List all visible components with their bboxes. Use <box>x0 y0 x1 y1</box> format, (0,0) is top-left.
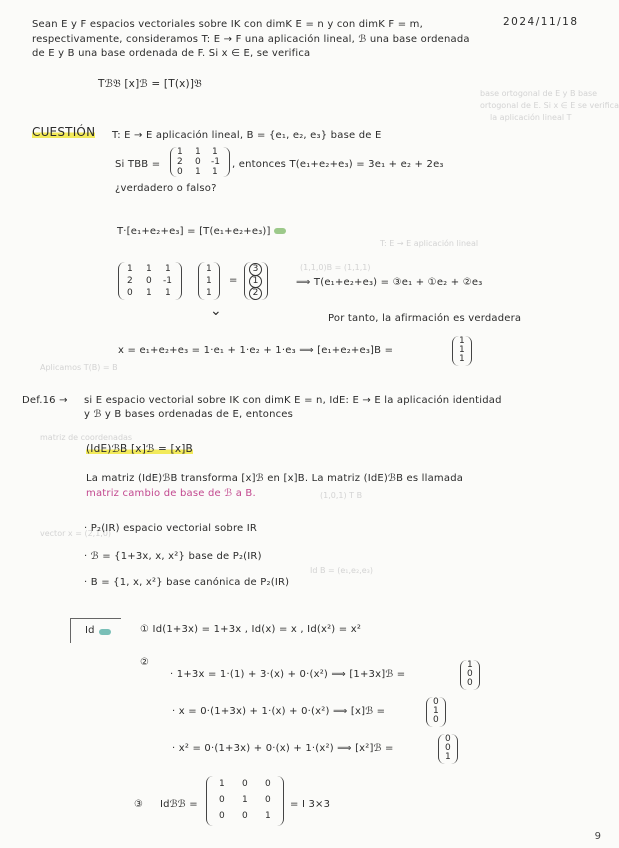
bullet-item: · P₂(IR) espacio vectorial sobre IR <box>84 523 258 534</box>
step-2a-vector: 1 0 0 <box>460 660 480 690</box>
step-3-result: = I 3×3 <box>290 799 331 810</box>
question-line: T: E → E aplicación lineal, B = {e₁, e₂, e₃} base de E <box>112 130 382 141</box>
definition-line: si E espacio vectorial sobre IK con dimK E = n, IdE: E → E la aplicación identidad <box>84 395 502 406</box>
work-result: 3 1 2 <box>244 262 268 300</box>
definition-formula: (IdE)ℬB [x]ℬ = [x]B <box>86 443 193 455</box>
ghost-text: (1,1,0)B = (1,1,1) <box>300 263 371 272</box>
identity-matrix: 1 0 0 0 1 0 0 0 1 <box>206 776 284 826</box>
bullet-item: · ℬ = {1+3x, x, x²} base de P₂(IR) <box>84 551 262 562</box>
work-matrix: 1 1 1 2 0 -1 0 1 1 <box>118 262 182 300</box>
ghost-text: ortogonal de E. Si x ∈ E se verifica <box>480 101 619 110</box>
intro-line: de E y B una base ordenada de F. Si x ∈ E, se verifica <box>32 48 311 59</box>
step-2c-vector: 0 0 1 <box>438 734 458 764</box>
question-then: , entonces T(e₁+e₂+e₃) = 3e₁ + e₂ + 2e₃ <box>232 159 444 170</box>
ghost-text: T: E → E aplicación lineal <box>380 239 479 248</box>
question-label: CUESTIÓN <box>32 125 96 139</box>
ghost-text: vector x = (2,1,0) <box>40 529 112 538</box>
step-3-label: Idℬℬ = <box>160 799 198 810</box>
question-si: Si TBB = <box>115 159 161 170</box>
ghost-text: (1,0,1) T B <box>320 491 363 500</box>
definition-pink-text: matriz cambio de base de ℬ a B. <box>86 488 256 499</box>
main-formula: Tℬ𝔅 [x]ℬ = [T(x)]𝔅 <box>98 78 202 90</box>
step-3-number: ③ <box>134 799 144 810</box>
ghost-text: Aplicamos T(B) = B <box>40 363 118 372</box>
intro-line: respectivamente, consideramos T: E → F una aplicación lineal, ℬ una base ordenada <box>32 34 470 45</box>
bullet-item: · B = {1, x, x²} base canónica de P₂(IR) <box>84 577 290 588</box>
ghost-text: base ortogonal de E y B base <box>480 89 598 98</box>
work-line: T·[e₁+e₂+e₃] = [T(e₁+e₂+e₃)] <box>117 225 286 238</box>
question-matrix: 1 1 1 2 0 -1 0 1 1 <box>170 147 230 177</box>
step-2b-vector: 0 1 0 <box>426 697 446 727</box>
x-vector: 1 1 1 <box>452 336 472 366</box>
question-ask: ¿verdadero o falso? <box>115 183 217 194</box>
definition-label: Def.16 → <box>22 395 68 406</box>
conclusion: Por tanto, la afirmación es verdadera <box>328 313 522 324</box>
step-1: ① Id(1+3x) = 1+3x , Id(x) = x , Id(x²) = x² <box>140 624 362 635</box>
highlight-mark <box>99 629 111 635</box>
step-2a: · 1+3x = 1·(1) + 3·(x) + 0·(x²) ⟹ [1+3x]ℬ = <box>170 669 406 680</box>
notes-page: base ortogonal de E y B base ortogonal de E. Si x ∈ E se verifica la aplicación lineal T T: E → E aplicación lineal (1,1,0)B = (1,1,1) Aplicamos T(B) = B matriz de coordenadas vector x = (2,1,0) (1,0,1) T B Id B = (e₁,e₂,e₃) 2024/11/18 Sean E y F espacios vectoriales sobre IK con dimK E = n y con dimK F = m, respectivamente, consideramos T: E → F una aplicación lineal, ℬ una base ordenada de E y B una base ordenada de F. Si x ∈ E, se verifica Tℬ𝔅 [x]ℬ = [T(x)]𝔅 CUESTIÓN T: E → E aplicación lineal, B = {e₁, e₂, e₃} base de E Si TBB = 1 1 1 2 0 -1 0 1 1 , entonces T(e₁+e₂+e₃) = 3e₁ + e₂ + 2e₃ ¿verdadero o falso? T·[e₁+e₂+e₃] = [T(e₁+e₂+e₃)] 1 1 1 2 0 -1 0 1 1 1 1 1 = 3 1 2 ⟹ T(e₁+e₂+e₃) = ③e₁ + ①e₂ + ②e₃ ⌄ Por tanto, la afirmación es verdadera x = e₁+e₂+e₃ = 1·e₁ + 1·e₂ + 1·e₃ ⟹ [e₁+e₂+e₃]B = 1 1 1 Def.16 → si E espacio vectorial sobre IK con dimK E = n, IdE: E → E la aplicación identidad y ℬ y B bases ordenadas de E, entonces (IdE)ℬB [x]ℬ = [x]B La matriz (IdE)ℬB transforma [x]ℬ en [x]B. La matriz (IdE)ℬB es llamada matriz cambio de base de ℬ a B. · P₂(IR) espacio vectorial sobre IR · ℬ = {1+3x, x, x²} base de P₂(IR) · B = {1, x, x²} base canónica de P₂(IR) Id ① Id(1+3x) = 1+3x , Id(x) = x , Id(x²) = x² ② · 1+3x = 1·(1) + 3·(x) + 0·(x²) ⟹ [1+3x]ℬ = 1 0 0 · x = 0·(1+3x) + 1·(x) + 0·(x²) ⟹ [x]ℬ = 0 1 0 · x² = 0·(1+3x) + 0·(x) + 1·(x²) ⟹ [x²]ℬ = 0 0 1 ③ Idℬℬ = 1 0 0 0 1 0 0 0 1 = I 3×3 9 <box>22 16 619 842</box>
definition-text: La matriz (IdE)ℬB transforma [x]ℬ en [x]B. La matriz (IdE)ℬB es llamada <box>86 473 464 484</box>
step-2-number: ② <box>140 657 150 668</box>
ghost-text: matriz de coordenadas <box>40 433 133 442</box>
id-box: Id <box>70 618 121 643</box>
x-line: x = e₁+e₂+e₃ = 1·e₁ + 1·e₂ + 1·e₃ ⟹ [e₁+e₂+e₃]B = <box>118 345 394 356</box>
ghost-text: la aplicación lineal T <box>490 113 572 122</box>
intro-line: Sean E y F espacios vectoriales sobre IK con dimK E = n y con dimK F = m, <box>32 19 423 30</box>
result-line: ⟹ T(e₁+e₂+e₃) = ③e₁ + ①e₂ + ②e₃ <box>296 277 483 288</box>
highlight-mark <box>274 228 286 234</box>
ghost-text: Id B = (e₁,e₂,e₃) <box>310 566 373 575</box>
page-number: 9 <box>594 831 601 842</box>
date: 2024/11/18 <box>503 16 579 28</box>
step-2c: · x² = 0·(1+3x) + 0·(x) + 1·(x²) ⟹ [x²]ℬ = <box>172 743 394 754</box>
definition-line: y ℬ y B bases ordenadas de E, entonces <box>84 409 294 420</box>
work-vector: 1 1 1 <box>198 262 220 300</box>
step-2b: · x = 0·(1+3x) + 1·(x) + 0·(x²) ⟹ [x]ℬ = <box>172 706 386 717</box>
